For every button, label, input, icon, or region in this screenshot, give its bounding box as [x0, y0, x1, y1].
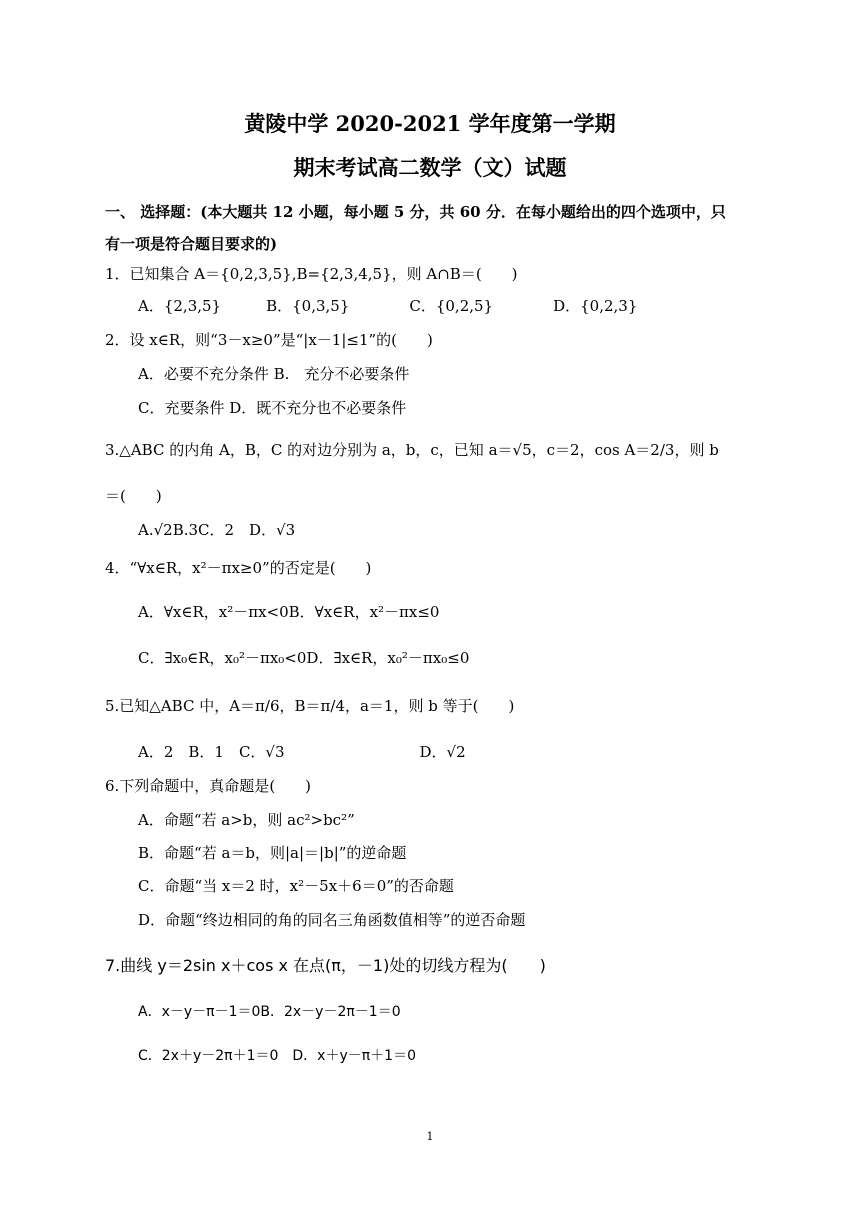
section-heading-continued: 有一项是符合题目要求的): [105, 235, 278, 253]
question-3-continued: ＝( ): [105, 487, 162, 505]
question-1: 1．已知集合 A＝{0,2,3,5},B={2,3,4,5}，则 A∩B＝( ): [105, 265, 518, 283]
question-3-options: A.√2B.3C．2 D．√3: [138, 521, 296, 539]
question-7-option-ab: A．x－y－π－1＝0B．2x－y－2π－1＝0: [138, 1004, 401, 1020]
question-6: 6.下列命题中，真命题是( ): [105, 777, 312, 795]
page-number: 1: [426, 1130, 434, 1143]
question-6-option-d: D．命题“终边相同的角的同名三角函数值相等”的逆否命题: [138, 911, 526, 929]
question-4-option-cd: C．∃x₀∈R，x₀²－πx₀<0D．∃x∈R，x₀²－πx₀≤0: [138, 649, 470, 667]
document-title: 黄陵中学 2020-2021 学年度第一学期: [244, 111, 616, 136]
question-7-option-cd: C．2x＋y－2π＋1＝0 D．x＋y－π＋1＝0: [138, 1048, 416, 1064]
question-2-option-cd: C．充要条件 D．既不充分也不必要条件: [138, 399, 407, 417]
document-subtitle: 期末考试高二数学（文）试题: [293, 155, 567, 180]
question-5: 5.已知△ABC 中，A＝π/6，B＝π/4，a＝1，则 b 等于( ): [105, 697, 515, 715]
question-2: 2．设 x∈R，则“3－x≥0”是“|x－1|≤1”的( ): [105, 331, 433, 349]
question-5-options: A．2 B．1 C．√3 D．√2: [138, 743, 466, 761]
question-2-option-ab: A．必要不充分条件 B. 充分不必要条件: [138, 365, 410, 383]
question-6-option-b: B．命题“若 a＝b，则|a|＝|b|”的逆命题: [138, 844, 407, 862]
question-1-options: A．{2,3,5} B．{0,3,5} C．{0,2,5} D．{0,2,3}: [138, 297, 638, 315]
question-6-option-c: C．命题“当 x＝2 时，x²－5x＋6＝0”的否命题: [138, 877, 454, 895]
question-3: 3.△ABC 的内角 A，B，C 的对边分别为 a，b，c，已知 a＝√5，c＝2，cos A＝2/3，则 b: [105, 441, 719, 459]
question-6-option-a: A．命题“若 a>b，则 ac²>bc²”: [138, 811, 355, 829]
question-7: 7.曲线 y＝2sin x＋cos x 在点(π，－1)处的切线方程为( ): [105, 956, 546, 975]
section-heading: 一、 选择题：(本大题共 12 小题，每小题 5 分，共 60 分．在每小题给出的四个选项中，只: [105, 203, 726, 221]
question-4-option-ab: A．∀x∈R，x²－πx<0B．∀x∈R，x²－πx≤0: [138, 603, 440, 621]
question-4: 4．“∀x∈R，x²－πx≥0”的否定是( ): [105, 559, 372, 577]
